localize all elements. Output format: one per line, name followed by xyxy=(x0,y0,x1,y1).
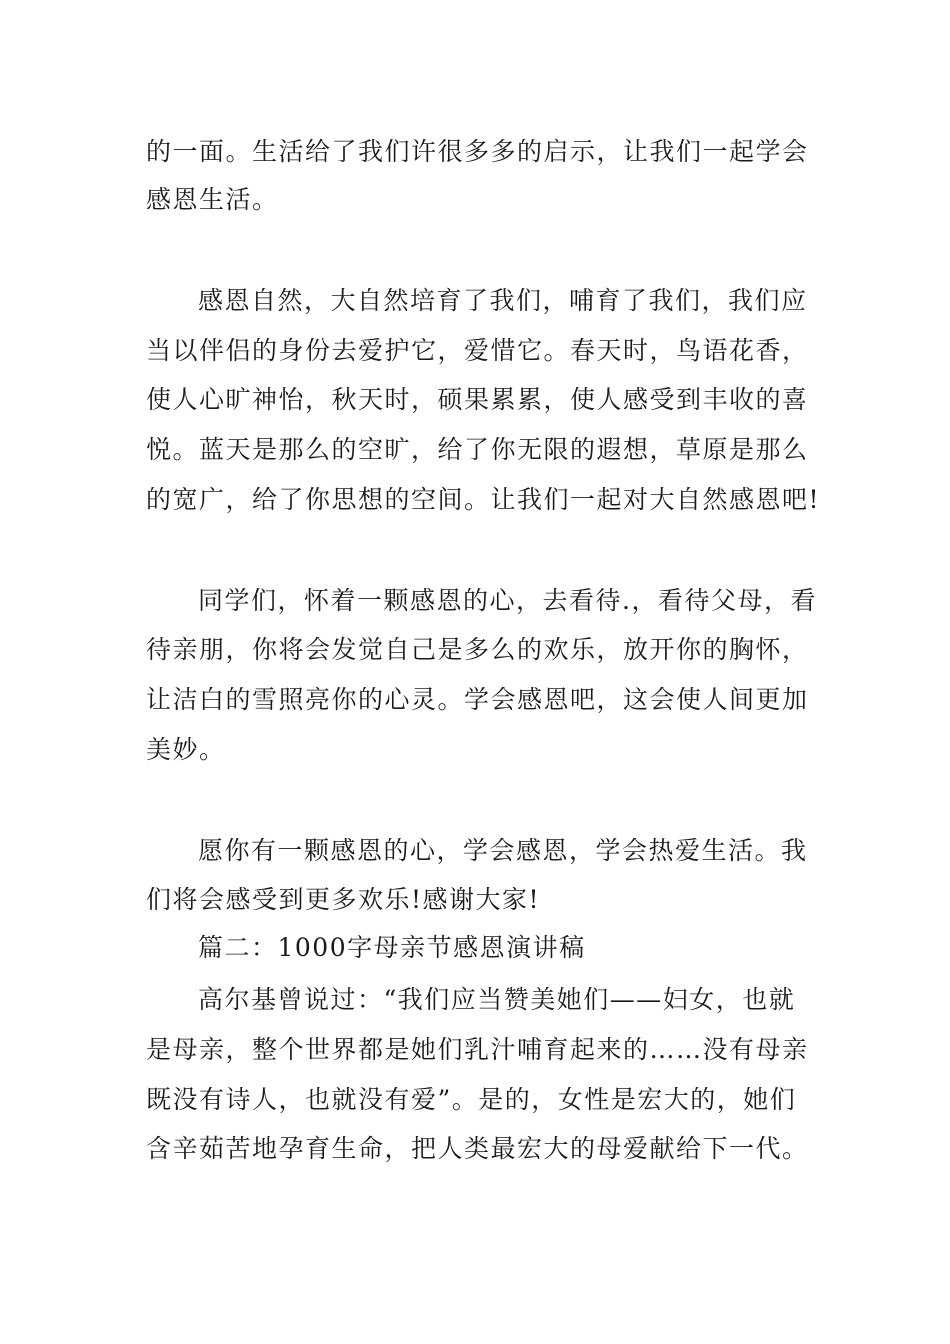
text-line: 感恩自然，大自然培育了我们，哺育了我们，我们应 xyxy=(198,286,808,315)
text-line: 们将会感受到更多欢乐!感谢大家! xyxy=(146,885,541,914)
text-line: 是母亲，整个世界都是她们乳汁哺育起来的……没有母亲 xyxy=(146,1035,809,1064)
text-line: 的一面。生活给了我们许很多多的启示，让我们一起学会 xyxy=(146,137,809,166)
text-line: 待亲朋，你将会发觉自己是多么的欢乐，放开你的胸怀， xyxy=(146,635,809,664)
section-heading: 篇二：1000字母亲节感恩演讲稿 xyxy=(198,933,586,962)
text-line: 既没有诗人，也就没有爱”。是的，女性是宏大的，她们 xyxy=(146,1085,797,1114)
text-line: 使人心旷神怡，秋天时，硕果累累，使人感受到丰收的喜 xyxy=(146,385,809,414)
text-line: 感恩生活。 xyxy=(146,185,279,214)
text-line: 悦。蓝天是那么的空旷，给了你无限的遐想，草原是那么 xyxy=(146,435,809,464)
text-line: 同学们，怀着一颗感恩的心，去看待.，看待父母，看 xyxy=(198,586,817,615)
text-line: 愿你有一颗感恩的心，学会感恩，学会热爱生活。我 xyxy=(198,836,808,865)
text-line: 美妙。 xyxy=(146,735,226,764)
text-line: 含辛茹苦地孕育生命，把人类最宏大的母爱献给下一代。 xyxy=(146,1134,809,1163)
text-line: 当以伴侣的身份去爱护它，爱惜它。春天时，鸟语花香， xyxy=(146,336,809,365)
text-line: 的宽广，给了你思想的空间。让我们一起对大自然感恩吧! xyxy=(146,485,821,514)
text-line: 让洁白的雪照亮你的心灵。学会感恩吧，这会使人间更加 xyxy=(146,685,809,714)
text-line: 高尔基曾说过：“我们应当赞美她们——妇女，也就 xyxy=(198,985,796,1014)
